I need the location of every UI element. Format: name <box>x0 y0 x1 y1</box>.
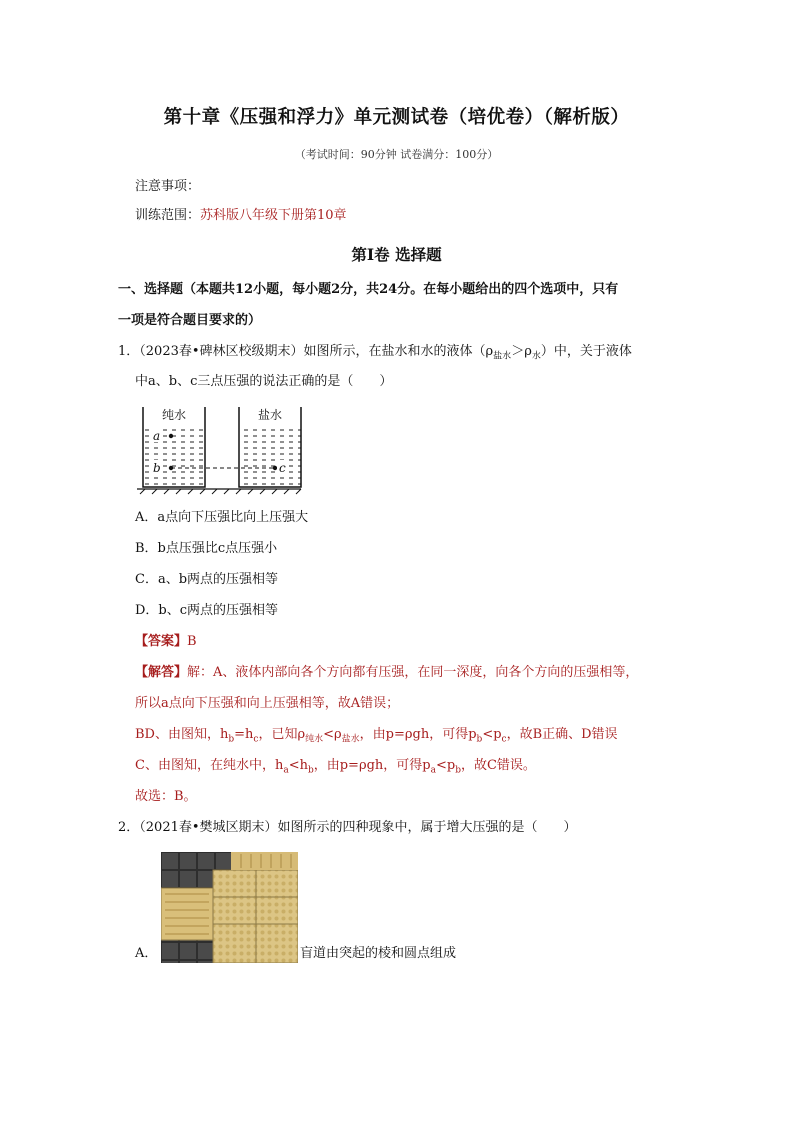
part-instructions-1: 一、选择题（本题共12小题，每小题2分，共24分。在每小题给出的四个选项中，只有 <box>118 282 619 297</box>
section-title: 第Ⅰ卷 选择题 <box>351 245 442 264</box>
q1-sub-salt: 盐水 <box>493 351 512 362</box>
q1-option-d: D．b、c两点的压强相等 <box>135 603 279 618</box>
q1-option-b: B．b点压强比c点压强小 <box>135 541 278 556</box>
document-title: 第十章《压强和浮力》单元测试卷（培优卷）（解析版） <box>163 107 630 128</box>
q1-stem-line1 <box>118 343 632 366</box>
answer-value: B <box>187 634 197 649</box>
ground-hatch <box>140 489 301 494</box>
q2-option-a-prefix: A． <box>135 946 158 961</box>
exam-info: （考试时间：90分钟 试卷满分：100分） <box>294 148 499 161</box>
q1-gt: ＞ρ <box>511 344 532 359</box>
q1-stem-line2: 中a、b、c三点压强的说法正确的是（ ） <box>135 374 393 389</box>
q1-option-c: C．a、b两点的压强相等 <box>135 572 279 587</box>
q2-option-a-text: 盲道由突起的棱和圆点组成 <box>300 946 457 961</box>
q1-analysis-bd: BD、由图知，$h_b=h_c$，已知$\rho_{纯水}<\rho_{盐水}$，由p=ρgh，可得$p_b<p_c$，故B正确、D错误 <box>135 727 618 745</box>
q1-sub-water: 水 <box>531 351 541 362</box>
point-c-dot <box>273 466 277 470</box>
training-range <box>135 207 347 225</box>
range-label: 训练范围： <box>135 208 201 223</box>
analysis-tag: 【解答】 <box>135 665 188 680</box>
analysis-text-1: 解：A、液体内部向各个方向都有压强，在同一深度，向各个方向的压强相等， <box>187 665 639 680</box>
part-instructions-2: 一项是符合题目要求的） <box>118 313 262 328</box>
point-b-label: b <box>153 461 161 475</box>
notes-label: 注意事项： <box>135 179 201 194</box>
q2-stem: 2．（2021春•樊城区期末）如图所示的四种现象中，属于增大压强的是（ ） <box>118 820 577 835</box>
q1-analysis-c: C、由图知，在纯水中，$h_a<h_b$，由p=ρgh，可得$p_a<p_b$，故C错误。 <box>135 758 536 776</box>
point-b-dot <box>169 466 173 470</box>
salt-water-liquid <box>239 425 301 487</box>
point-a-dot <box>169 434 173 438</box>
point-a-label: a <box>153 429 161 443</box>
q1-choice: 故选：B。 <box>135 789 197 804</box>
salt-water-label: 盐水 <box>257 408 283 422</box>
q1-analysis-line1 <box>135 664 638 682</box>
point-c-label: c <box>279 461 286 475</box>
q1-figure <box>135 403 303 495</box>
q1-option-a: A．a点向下压强比向上压强大 <box>135 510 309 525</box>
q1-stem-a: 1．（2023春•碑林区校级期末）如图所示，在盐水和水的液体（ρ <box>118 344 494 359</box>
range-value: 苏科版八年级下册第10章 <box>200 208 347 223</box>
q1-stem-b: ）中，关于液体 <box>540 344 632 359</box>
pure-water-label: 纯水 <box>161 408 187 422</box>
q1-answer <box>135 633 197 651</box>
answer-tag: 【答案】 <box>135 634 188 649</box>
tactile-paving-photo <box>161 852 298 963</box>
q1-analysis-line2: 所以a点向下压强和向上压强相等，故A错误； <box>135 696 400 711</box>
